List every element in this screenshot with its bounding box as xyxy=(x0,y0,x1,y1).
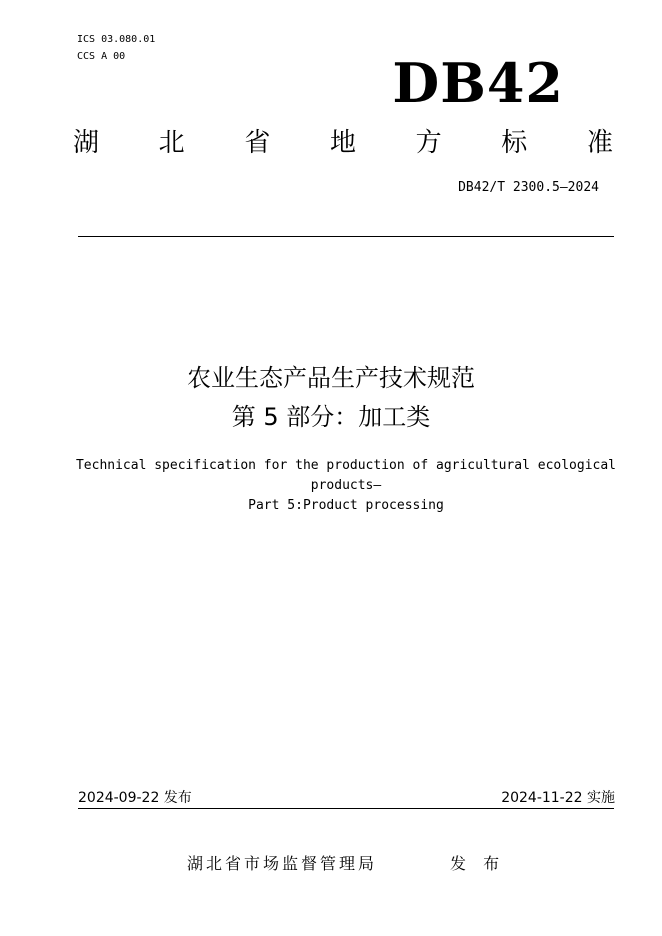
implementation-date: 2024-11-22 实施 xyxy=(501,790,615,806)
ics-code: ICS 03.080.01 xyxy=(77,34,156,45)
standard-type-heading xyxy=(73,126,613,160)
top-divider xyxy=(78,236,614,237)
type-char: 湖 xyxy=(73,128,100,158)
document-title-en-line3: Part 5:Product processing xyxy=(248,498,444,513)
document-title-en-line2: products— xyxy=(310,478,382,493)
type-char: 北 xyxy=(158,128,185,158)
type-char: 地 xyxy=(329,128,356,158)
standard-code-logo: DB42 xyxy=(392,51,564,115)
standard-number: DB42/T 2300.5—2024 xyxy=(458,180,599,195)
ccs-code: CCS A 00 xyxy=(77,51,126,62)
document-title-en-line1: Technical specification for the production of agricultural ecological xyxy=(75,458,617,473)
type-char: 省 xyxy=(244,128,271,158)
issuing-authority: 湖北省市场监督管理局 xyxy=(187,854,378,873)
document-title-cn: 农业生态产品生产技术规范 xyxy=(187,364,475,392)
issue-label: 发 布 xyxy=(450,854,506,873)
issue-date: 2024-09-22 发布 xyxy=(78,790,192,806)
type-char: 方 xyxy=(415,128,442,158)
type-char: 标 xyxy=(501,128,528,158)
bottom-divider xyxy=(78,808,614,809)
type-char: 准 xyxy=(586,128,613,158)
document-part-title-cn: 第 5 部分：加工类 xyxy=(231,403,431,431)
